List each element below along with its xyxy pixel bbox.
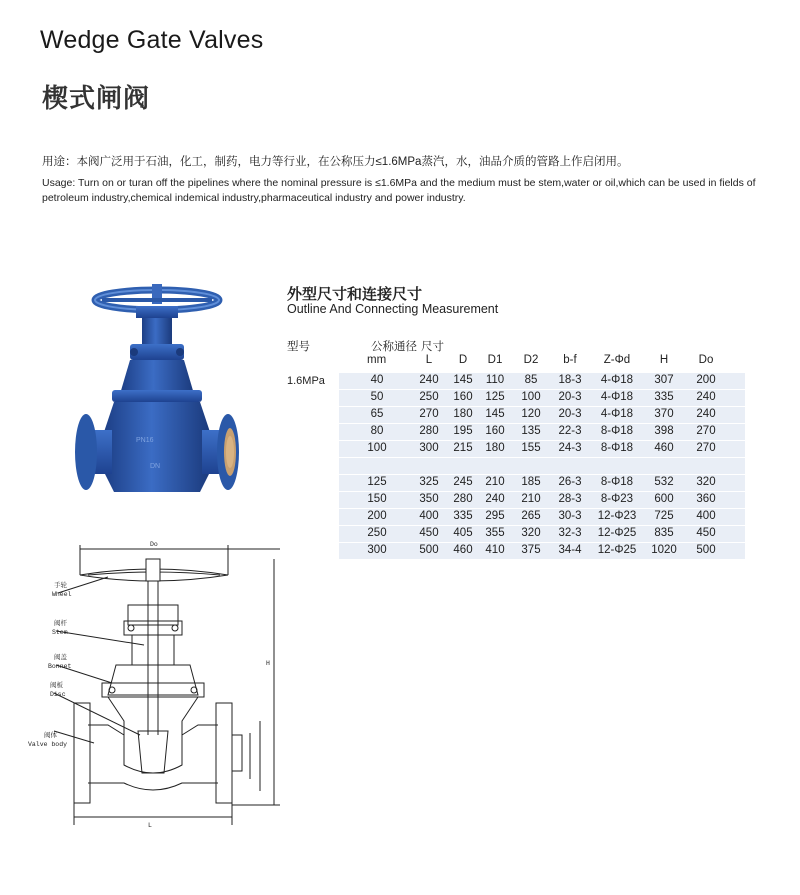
label-body-cn: 阀体 <box>44 732 57 739</box>
table-row <box>339 424 745 440</box>
header-dn-unit: mm <box>367 354 387 366</box>
table-row <box>339 458 745 474</box>
table-cell: 85 <box>524 374 538 386</box>
table-cell: 8-Φ18 <box>600 425 634 437</box>
table-cell: 300 <box>367 544 387 556</box>
column-header: Z-Φd <box>603 354 631 366</box>
table-cell: 295 <box>485 510 505 522</box>
table-cell: 20-3 <box>558 408 582 420</box>
table-row <box>339 407 745 423</box>
table-cell: 250 <box>419 391 439 403</box>
table-cell: 500 <box>419 544 439 556</box>
section-title-en: Outline And Connecting Measurement <box>287 302 499 316</box>
table-cell: 240 <box>696 391 716 403</box>
table-cell: 40 <box>370 374 384 386</box>
table-cell: 145 <box>453 374 473 386</box>
table-cell: 270 <box>696 425 716 437</box>
table-cell: 725 <box>654 510 674 522</box>
label-disc-cn: 阀板 <box>50 682 63 689</box>
table-header-row-1 <box>283 338 745 352</box>
dim-h-label: H <box>266 660 270 667</box>
svg-text:PN16: PN16 <box>136 437 154 444</box>
table-cell: 270 <box>696 442 716 454</box>
column-header: H <box>659 354 669 366</box>
table-cell: 155 <box>521 442 541 454</box>
table-cell: 375 <box>521 544 541 556</box>
table-cell: 410 <box>485 544 505 556</box>
table-cell: 100 <box>367 442 387 454</box>
table-row <box>339 492 745 508</box>
column-header: D <box>458 354 468 366</box>
table-row <box>339 475 745 491</box>
table-cell: 325 <box>419 476 439 488</box>
table-cell: 240 <box>419 374 439 386</box>
pressure-label: 1.6MPa <box>287 375 325 387</box>
table-cell: 240 <box>696 408 716 420</box>
table-cell: 532 <box>654 476 674 488</box>
table-cell: 24-3 <box>558 442 582 454</box>
label-wheel-en: Wheel <box>52 591 72 598</box>
table-cell: 8-Φ23 <box>600 493 634 505</box>
table-cell: 400 <box>419 510 439 522</box>
table-cell: 160 <box>485 425 505 437</box>
table-cell: 100 <box>521 391 541 403</box>
label-wheel-cn: 手轮 <box>54 582 67 589</box>
table-cell: 320 <box>696 476 716 488</box>
table-cell: 450 <box>696 527 716 539</box>
page-title-cn: 楔式闸阀 <box>42 83 151 113</box>
table-cell: 180 <box>453 408 473 420</box>
table-cell: 210 <box>521 493 541 505</box>
table-row <box>339 526 745 542</box>
table-cell: 280 <box>419 425 439 437</box>
table-cell: 835 <box>654 527 674 539</box>
gate-valve-photo <box>72 282 242 522</box>
label-bonnet-cn: 阀盖 <box>54 654 67 661</box>
table-cell: 125 <box>367 476 387 488</box>
table-cell: 320 <box>521 527 541 539</box>
column-header: D2 <box>523 354 539 366</box>
svg-text:DN: DN <box>150 463 161 470</box>
table-cell: 245 <box>453 476 473 488</box>
table-cell: 8-Φ18 <box>600 442 634 454</box>
table-cell: 185 <box>521 476 541 488</box>
table-cell: 400 <box>696 510 716 522</box>
table-cell: 150 <box>367 493 387 505</box>
table-row <box>339 390 745 406</box>
table-cell: 28-3 <box>558 493 582 505</box>
table-cell: 110 <box>485 374 505 386</box>
table-row <box>339 441 745 457</box>
label-stem-en: Stem <box>52 629 68 636</box>
header-size: 尺寸 <box>421 341 444 353</box>
header-model: 型号 <box>287 341 310 353</box>
table-cell: 4-Φ18 <box>600 391 634 403</box>
table-cell: 280 <box>453 493 473 505</box>
usage-text-cn: 用途：本阀广泛用于石油，化工，制药，电力等行业，在公称压力≤1.6MPa蒸汽，水，油品介质的管路上作启闭用。 <box>42 156 629 168</box>
table-cell: 355 <box>485 527 505 539</box>
table-cell: 307 <box>654 374 674 386</box>
table-cell: 160 <box>453 391 473 403</box>
label-bonnet-en: Bonnet <box>48 663 72 670</box>
table-cell: 460 <box>453 544 473 556</box>
table-cell: 300 <box>419 442 439 454</box>
dim-l-label: L <box>148 822 152 829</box>
table-cell: 215 <box>453 442 473 454</box>
table-cell: 398 <box>654 425 674 437</box>
table-cell: 195 <box>453 425 473 437</box>
section-title-cn: 外型尺寸和连接尺寸 <box>287 286 423 303</box>
table-cell: 12-Φ25 <box>597 544 637 556</box>
table-cell: 8-Φ18 <box>600 476 634 488</box>
table-cell: 30-3 <box>558 510 582 522</box>
table-cell: 450 <box>419 527 439 539</box>
table-cell: 405 <box>453 527 473 539</box>
table-cell: 65 <box>370 408 384 420</box>
valve-section-drawing <box>28 535 293 885</box>
table-cell: 200 <box>367 510 387 522</box>
table-row <box>339 373 745 389</box>
table-cell: 18-3 <box>558 374 582 386</box>
table-cell: 50 <box>370 391 384 403</box>
table-cell: 4-Φ18 <box>600 374 634 386</box>
table-cell: 1020 <box>651 544 677 556</box>
header-dn: 公称通径 <box>371 341 417 353</box>
column-header: b-f <box>563 354 577 366</box>
label-stem-cn: 阀杆 <box>54 620 67 627</box>
table-cell: 335 <box>453 510 473 522</box>
table-cell: 460 <box>654 442 674 454</box>
table-cell: 20-3 <box>558 391 582 403</box>
table-cell: 26-3 <box>558 476 582 488</box>
table-cell: 12-Φ25 <box>597 527 637 539</box>
table-cell: 145 <box>485 408 505 420</box>
table-cell: 135 <box>521 425 541 437</box>
table-cell: 350 <box>419 493 439 505</box>
table-row <box>339 543 745 559</box>
table-cell: 360 <box>696 493 716 505</box>
table-cell: 12-Φ23 <box>597 510 637 522</box>
dim-do-label: Do <box>150 541 158 548</box>
table-cell: 120 <box>521 408 541 420</box>
table-cell: 210 <box>485 476 505 488</box>
table-cell: 200 <box>696 374 716 386</box>
label-body-en: Valve body <box>28 741 68 748</box>
table-cell: 180 <box>485 442 505 454</box>
column-header: Do <box>698 354 714 366</box>
table-cell: 250 <box>367 527 387 539</box>
label-disc-en: Disc <box>50 691 66 698</box>
table-cell: 34-4 <box>558 544 582 556</box>
table-cell: 240 <box>485 493 505 505</box>
table-cell: 22-3 <box>558 425 582 437</box>
row-divider <box>339 559 745 560</box>
column-header: D1 <box>487 354 503 366</box>
table-cell: 335 <box>654 391 674 403</box>
table-cell: 125 <box>485 391 505 403</box>
usage-text-en: Usage: Turn on or turan off the pipelines where the nominal pressure is ≤1.6MPa and the medium must be stem,water or oil,which can be used in fields of petroleum industry,chemical indemical industry,pharmaceutical industry and power industry. <box>42 177 756 204</box>
table-cell: 600 <box>654 493 674 505</box>
table-cell: 32-3 <box>558 527 582 539</box>
page-title-en: Wedge Gate Valves <box>40 26 264 54</box>
table-cell: 4-Φ18 <box>600 408 634 420</box>
table-row <box>339 509 745 525</box>
table-cell: 500 <box>696 544 716 556</box>
table-cell: 265 <box>521 510 541 522</box>
table-cell: 370 <box>654 408 674 420</box>
column-header: L <box>425 354 433 366</box>
table-cell: 80 <box>370 425 384 437</box>
table-header-row-2 <box>283 354 745 368</box>
table-cell: 270 <box>419 408 439 420</box>
